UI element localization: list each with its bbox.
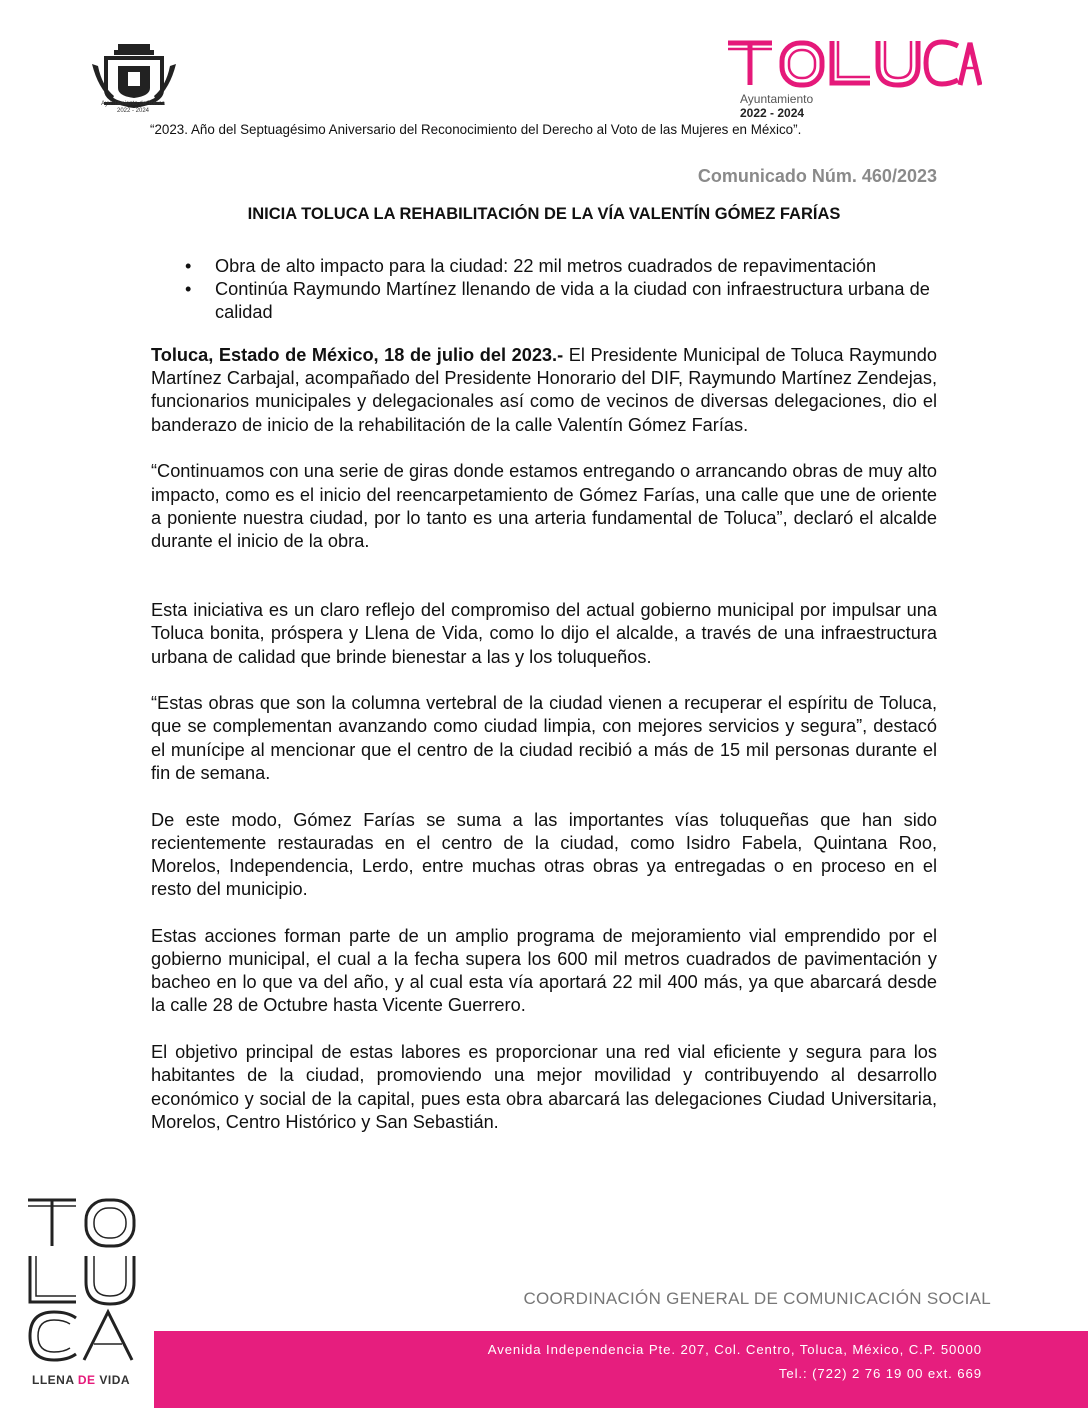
llena-de-vida-tag — [32, 1373, 130, 1387]
seal-caption-line: Ayuntamiento de Toluca — [101, 101, 165, 107]
toluca-vertical-logo — [24, 1194, 140, 1366]
footer-address: Avenida Independencia Pte. 207, Col. Centro, Toluca, México, C.P. 50000 — [487, 1342, 982, 1357]
headline: INICIA TOLUCA LA REHABILITACIÓN DE LA VÍA VALENTÍN GÓMEZ FARÍAS — [247, 205, 841, 223]
paragraph: Estas acciones forman parte de un amplio programa de mejoramiento vial emprendido por el gobierno municipal, el cual a la fecha supera los 600 mil metros cuadrados de pavimentación y bacheo en lo que va del año, y al cual esta vía aportará 22 mil 400 más, ya que abarcará desde la calle 28 de Octubre hasta Vicente Guerrero. — [151, 925, 937, 1016]
seal-caption — [78, 101, 188, 115]
paragraph: “Estas obras que son la columna vertebral de la ciudad vienen a recuperar el espíritu de Toluca, que se complementan avanzando como ciudad limpia, con mejores servicios y segura”, destacó el munícipe al mencionar que el centro de la ciudad recibió a más de 15 mil personas durante el fin de semana. — [151, 693, 937, 783]
article-body — [151, 344, 937, 1157]
summary-bullets — [185, 255, 945, 324]
tag-word: DE — [77, 1373, 96, 1387]
paragraph: “Continuamos con una serie de giras donde estamos entregando o arrancando obras de muy alto impacto, como es el inicio del reencarpetamiento de Gómez Farías, una calle que une de oriente a poniente nuestra ciudad, por lo tanto es una arteria fundamental de Toluca”, declaró el alcalde durante el inicio de la obra. — [151, 461, 937, 551]
coordination-label: COORDINACIÓN GENERAL DE COMUNICACIÓN SOCIAL — [523, 1289, 991, 1308]
brand-subtitle — [740, 92, 813, 120]
paragraph — [151, 344, 937, 437]
paragraph: Esta iniciativa es un claro reflejo del compromiso del actual gobierno municipal por impulsar una Toluca bonita, próspera y Llena de Vida, como lo dijo el alcalde, a través de una infraestructura urbana de calidad que brinde bienestar a las y los toluqueños. — [151, 600, 937, 667]
footer-phone: Tel.: (722) 2 76 19 00 ext. 669 — [778, 1366, 982, 1381]
brand-sub-label: Ayuntamiento — [740, 92, 814, 106]
brand-years: 2022 - 2024 — [740, 106, 805, 120]
paragraph: De este modo, Gómez Farías se suma a las importantes vías toluqueñas que han sido recientemente restauradas en el centro de la ciudad, como Isidro Fabela, Quintana Roo, Morelos, Independencia, Lerdo, entre muchas otras obras ya entregadas o en proceso en el resto del municipio. — [151, 809, 937, 900]
bullet-item: • Continúa Raymundo Martínez llenando de vida a la ciudad con infraestructura urbana de calidad — [185, 278, 945, 324]
year-motto: “2023. Año del Septuagésimo Aniversario del Reconocimiento del Derecho al Voto de las Mujeres en México”. — [150, 122, 802, 137]
tag-word: VIDA — [95, 1373, 131, 1387]
seal-caption-line: 2022 - 2024 — [116, 108, 150, 114]
dateline: Toluca, Estado de México, 18 de julio del 2023.- — [151, 345, 564, 365]
comunicado-number: Comunicado Núm. 460/2023 — [697, 166, 937, 186]
paragraph-text: El Presidente Municipal de Toluca Raymundo Martínez Carbajal, acompañado del Presidente Honorario del DIF, Raymundo Martínez Zendejas, funcionarios municipales y delegacionales así como de vecinos de diversas delegaciones, dio el banderazo de inicio de la rehabilitación de la calle Valentín Gómez Farías. — [151, 345, 937, 435]
paragraph: El objetivo principal de estas labores es proporcionar una red vial eficiente y segura para los habitantes de la ciudad, promoviendo una mejor movilidad y contribuyendo al desarrollo económico y social de la capital, pues esta obra abarcará las delegaciones Ciudad Universitaria, Morelos, Centro Histórico y San Sebastián. — [151, 1042, 937, 1132]
bullet-item: • Obra de alto impacto para la ciudad: 22 mil metros cuadrados de repavimentación — [185, 255, 945, 278]
toluca-logo — [726, 38, 982, 88]
tag-word: LLENA — [32, 1373, 78, 1387]
